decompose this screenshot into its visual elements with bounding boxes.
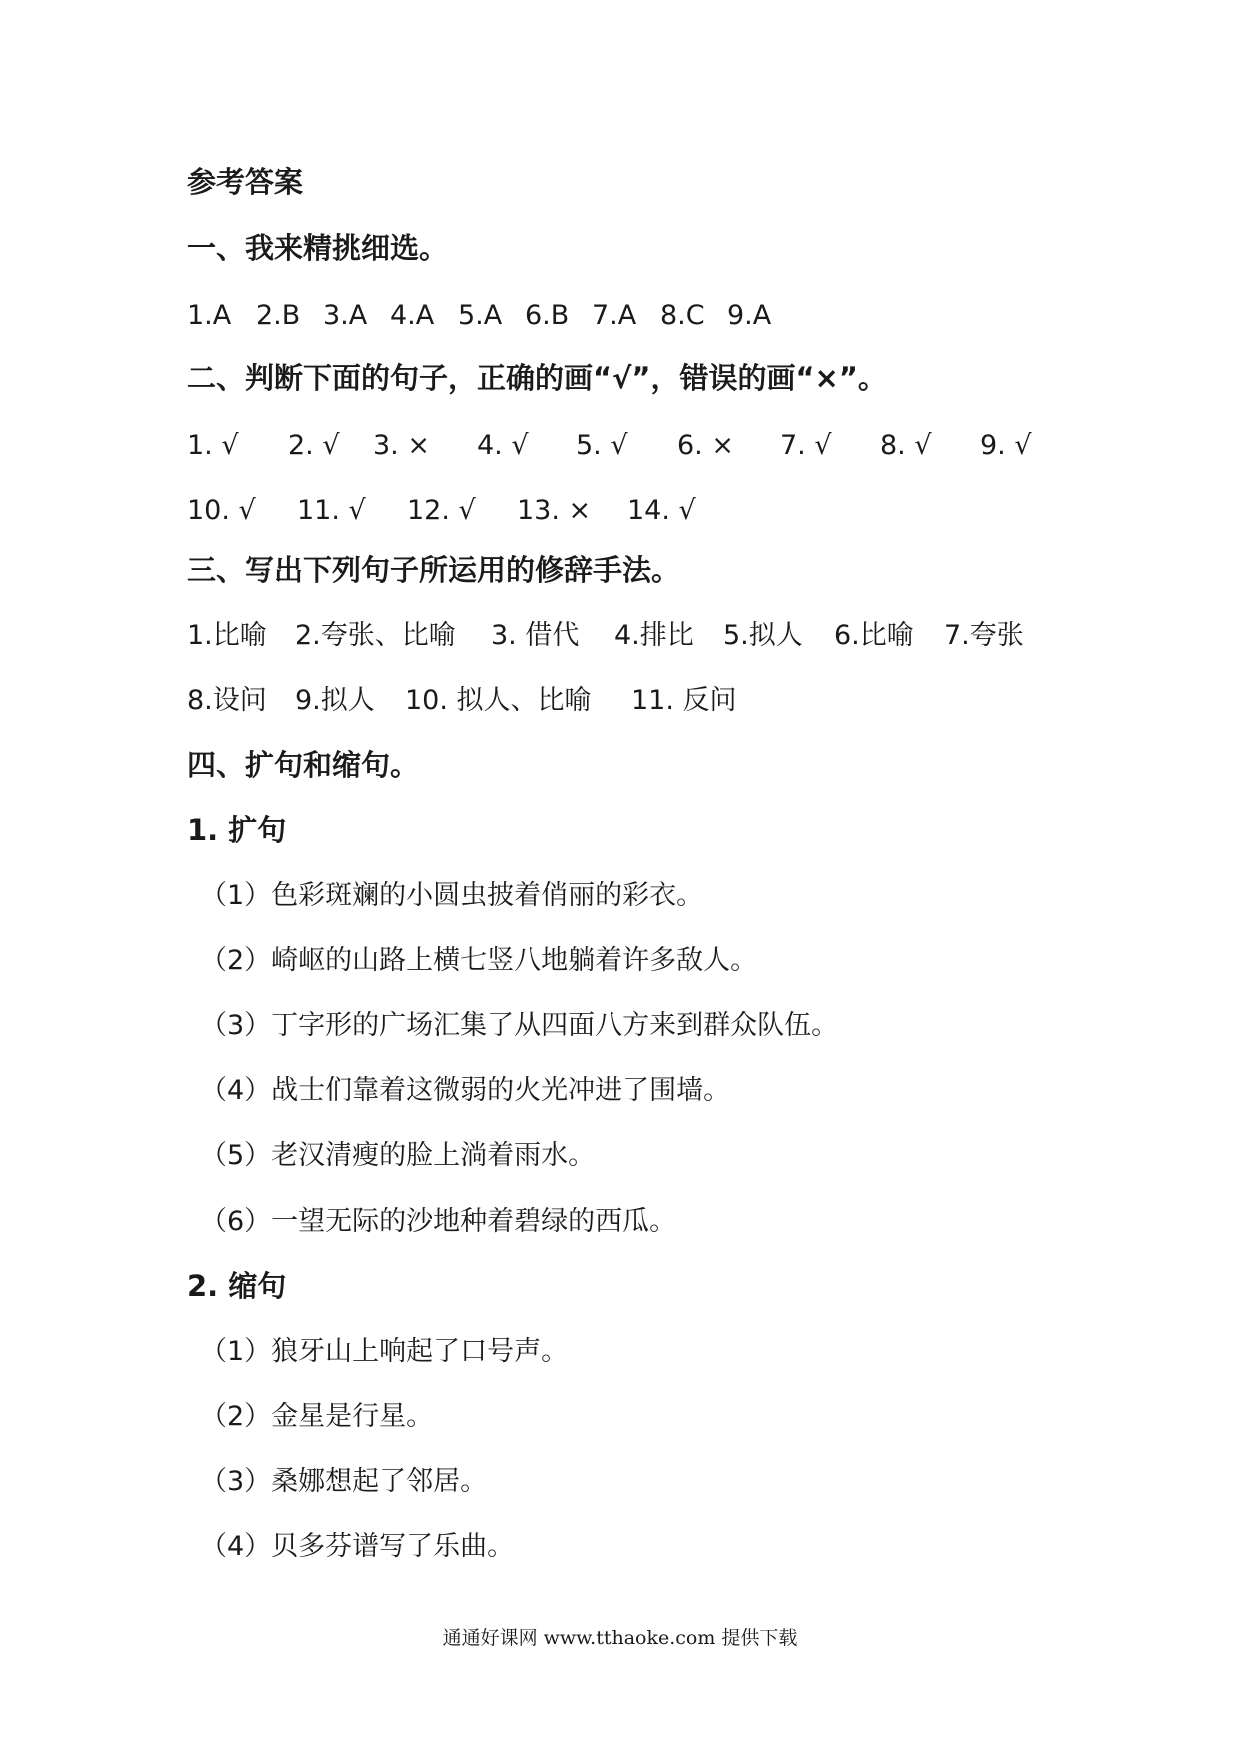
rhetoric-item: 11. 反问 (631, 685, 737, 716)
judge-item: 13. × (517, 495, 592, 526)
judge-item: 9. √ (980, 430, 1032, 461)
rhetoric-item: 8.设问 (187, 685, 267, 716)
rhetoric-item: 2.夸张、比喻 (295, 620, 456, 651)
judge-item: 7. √ (780, 430, 832, 461)
answer-item: 1.A (187, 300, 232, 331)
rhetoric-item: 1.比喻 (187, 620, 267, 651)
rhetoric-item: 9.拟人 (295, 685, 375, 716)
judge-item: 10. √ (187, 495, 256, 526)
judge-item: 8. √ (880, 430, 932, 461)
expand-item: （4）战士们靠着这微弱的火光冲进了围墙。 (200, 1075, 731, 1106)
shrink-item: （3）桑娜想起了邻居。 (200, 1466, 488, 1497)
rhetoric-item: 4.排比 (614, 620, 694, 651)
answer-item: 4.A (390, 300, 435, 331)
judge-item: 5. √ (576, 430, 628, 461)
answer-item: 8.C (660, 300, 705, 331)
rhetoric-item: 7.夸张 (944, 620, 1024, 651)
answer-item: 6.B (525, 300, 570, 331)
judge-item: 14. √ (627, 495, 696, 526)
expand-item: （6）一望无际的沙地种着碧绿的西瓜。 (200, 1206, 677, 1237)
section4-heading: 四、扩句和缩句。 (187, 748, 420, 782)
answer-item: 3.A (323, 300, 368, 331)
judge-item: 12. √ (407, 495, 476, 526)
expand-heading: 1. 扩句 (187, 813, 287, 847)
page-title: 参考答案 (187, 165, 304, 199)
section3-heading: 三、写出下列句子所运用的修辞手法。 (187, 553, 681, 587)
answer-item: 9.A (727, 300, 772, 331)
answer-item: 7.A (592, 300, 637, 331)
judge-item: 2. √ (288, 430, 340, 461)
rhetoric-item: 3. 借代 (491, 620, 580, 651)
judge-item: 11. √ (297, 495, 366, 526)
rhetoric-item: 10. 拟人、比喻 (405, 685, 592, 716)
expand-item: （2）崎岖的山路上横七竖八地躺着许多敌人。 (200, 945, 758, 976)
judge-item: 4. √ (477, 430, 529, 461)
rhetoric-item: 6.比喻 (834, 620, 914, 651)
shrink-item: （4）贝多芬谱写了乐曲。 (200, 1531, 515, 1562)
shrink-heading: 2. 缩句 (187, 1269, 287, 1303)
shrink-item: （1）狼牙山上响起了口号声。 (200, 1336, 569, 1367)
shrink-item: （2）金星是行星。 (200, 1401, 434, 1432)
answer-item: 5.A (458, 300, 503, 331)
expand-item: （3）丁字形的广场汇集了从四面八方来到群众队伍。 (200, 1010, 839, 1041)
expand-item: （5）老汉清瘦的脸上淌着雨水。 (200, 1140, 596, 1171)
answer-item: 2.B (256, 300, 301, 331)
expand-item: （1）色彩斑斓的小圆虫披着俏丽的彩衣。 (200, 880, 704, 911)
judge-item: 1. √ (187, 430, 239, 461)
judge-item: 3. × (373, 430, 430, 461)
judge-item: 6. × (677, 430, 734, 461)
section2-heading: 二、判断下面的句子，正确的画“√”，错误的画“×”。 (187, 361, 887, 395)
page-footer: 通通好课网 www.tthaoke.com 提供下载 (442, 1627, 798, 1649)
rhetoric-item: 5.拟人 (723, 620, 803, 651)
section1-heading: 一、我来精挑细选。 (187, 231, 449, 265)
